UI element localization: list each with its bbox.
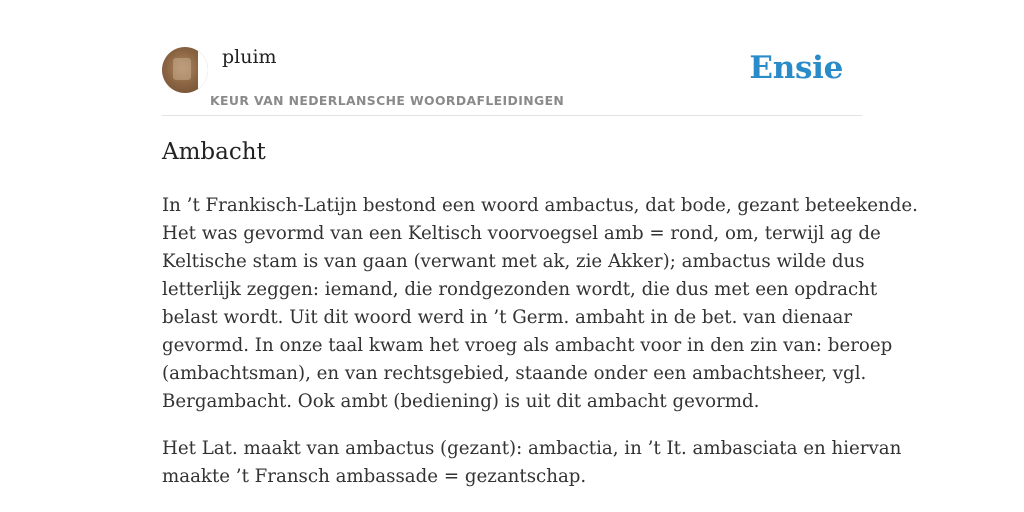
author-name[interactable]: pluim [222,46,277,68]
paragraph-line: Het Lat. maakt van ambactus (gezant): ambactia, in ’t It. ambasciata en hiervan [162,438,902,459]
paragraph-spacer [162,416,872,435]
source-title[interactable]: KEUR VAN NEDERLANSCHE WOORDAFLEIDINGEN [210,93,565,108]
avatar-mask [198,47,208,93]
paragraph-line: Het was gevormd van een Keltisch voorvoegsel amb = rond, om, terwijl ag de [162,223,881,244]
avatar-image [173,58,191,80]
paragraph-line: letterlijk zeggen: iemand, die rondgezonden wordt, die dus met een opdracht [162,279,878,300]
paragraph-line: gevormd. In onze taal kwam het vroeg als ambacht voor in den zin van: beroep [162,335,893,356]
paragraph-line: (ambachtsman), en van rechtsgebied, staande onder een ambachtsheer, vgl. [162,363,867,384]
article-body [162,192,918,491]
author-avatar[interactable] [162,47,208,93]
header-divider [162,115,862,116]
paragraph-line: maakte ’t Fransch ambassade = gezantschap. [162,466,587,487]
paragraph-line: belast wordt. Uit dit woord werd in ’t Germ. ambaht in de bet. van dienaar [162,307,853,328]
paragraph-line: In ’t Frankisch-Latijn bestond een woord ambactus, dat bode, gezant beteekende. [162,195,918,216]
paragraph-line: Bergambacht. Ook ambt (bediening) is uit dit ambacht gevormd. [162,391,760,412]
ensie-logo[interactable]: Ensie [749,50,843,86]
article-title: Ambacht [162,139,266,165]
paragraph-line: Keltische stam is van gaan (verwant met ak, zie Akker); ambactus wilde dus [162,251,865,272]
